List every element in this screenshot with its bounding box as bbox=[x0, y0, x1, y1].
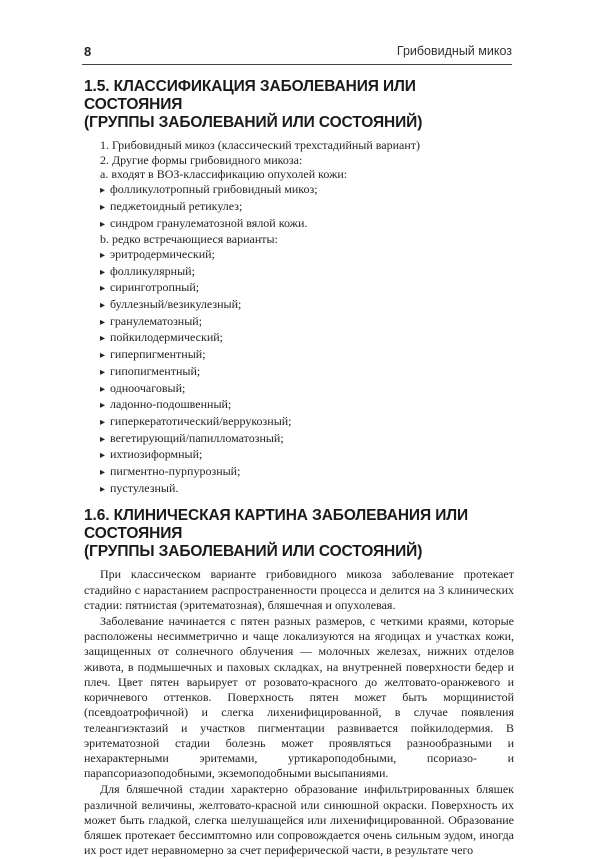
bullet-list-item: ▸ пигментно-пурпурозный; bbox=[100, 464, 514, 481]
section-1-6-title-line2: (ГРУППЫ ЗАБОЛЕВАНИЙ ИЛИ СОСТОЯНИЙ) bbox=[84, 543, 423, 561]
list-item: 2. Другие формы грибовидного микоза: bbox=[100, 152, 303, 167]
bullet-list-item: ▸ пустулезный. bbox=[100, 481, 514, 498]
bullet-list-item: ▸ сиринготропный; bbox=[100, 280, 514, 297]
section-1-5-title-line1: 1.5. КЛАССИФИКАЦИЯ ЗАБОЛЕВАНИЯ ИЛИ СОСТОЯНИЯ bbox=[84, 78, 416, 113]
bullet-list-item: ▸ эритродермический; bbox=[100, 247, 514, 264]
bullet-list-item: ▸ вегетирующий/папилломатозный; bbox=[100, 431, 514, 448]
list-item: a. входят в ВОЗ-классификацию опухолей кожи: bbox=[100, 167, 348, 182]
section-classification bbox=[84, 78, 514, 497]
bullet-list-item: ▸ фолликулярный; bbox=[100, 264, 514, 281]
bullet-list-item: ▸ синдром гранулематозной вялой кожи. bbox=[100, 216, 514, 233]
bullet-list-item: ▸ одноочаговый; bbox=[100, 381, 514, 398]
classification-list bbox=[100, 138, 514, 497]
bullet-list-item: ▸ гиперпигментный; bbox=[100, 347, 514, 364]
section-1-6-heading bbox=[84, 507, 514, 561]
bullet-list-item: ▸ буллезный/везикулезный; bbox=[100, 297, 514, 314]
bullet-list-item: ▸ пойкилодермический; bbox=[100, 330, 514, 347]
paragraph: При классическом варианте грибовидного микоза заболевание протекает стадийно с нарастанием распространенности процесса и делится на 3 клинических стадии: пятнистая (эритематозная), бляшечная и опухолевая. bbox=[84, 567, 514, 612]
section-1-6-title-line1: 1.6. КЛИНИЧЕСКАЯ КАРТИНА ЗАБОЛЕВАНИЯ ИЛИ СОСТОЯНИЯ bbox=[84, 507, 469, 543]
section-clinical-picture bbox=[84, 507, 514, 858]
list-item: 1. Грибовидный микоз (классический трехстадийный вариант) bbox=[100, 138, 421, 152]
bullet-list-item: ▸ гранулематозный; bbox=[100, 314, 514, 331]
bullet-list-item: ▸ гиперкератотический/веррукозный; bbox=[100, 414, 514, 431]
section-1-5-heading bbox=[84, 78, 514, 132]
bullet-list-item: ▸ ладонно-подошвенный; bbox=[100, 397, 514, 414]
running-title: Грибовидный микоз bbox=[396, 44, 512, 58]
bullet-list-item: ▸ ихтиозиформный; bbox=[100, 447, 514, 464]
bullet-list-item: ▸ фолликулотропный грибовидный микоз; bbox=[100, 182, 514, 199]
paragraph: Для бляшечной стадии характерно образование инфильтрированных бляшек различной величины, желтовато-красной или синюшной окраски. Поверхность их может быть гладкой, слегка шелушащейся или лихенифицированной. Образование бляшек протекает бессимптомно или сопровождается очень сильным зудом, иногда их рост идет неравномерно за счет периферической части, в результате чего bbox=[84, 782, 514, 858]
list-item: b. редко встречающиеся варианты: bbox=[100, 232, 278, 247]
page-header bbox=[82, 42, 512, 65]
bullet-list-item: ▸ педжетоидный ретикулез; bbox=[100, 199, 514, 216]
paragraph: Заболевание начинается с пятен разных размеров, с четкими краями, которые расположены несимметрично и чаще локализуются на ягодицах и участках кожи, защищенных от солнечного облучения — молочных железах, нижних отделов живота, в подмышечных и паховых складках, на внутренней поверхности бедер и плеч. Цвет пятен варьирует от розовато-красного до желтовато-оранжевого и коричневого оттенков. Поверхность пятен может быть морщинистой (псевдоатрофичной) и слегка лихенифицированной, в случае появления телеангиэктазий и участков пигментации развивается пойкилодермия. В эритематозной стадии болезнь может проявляться разнообразными и нехарактерными эритемами, уртикароподобными, псориазо- и парапсориазоподобными, экземоподобными высыпаниями. bbox=[84, 614, 514, 781]
clinical-body-text bbox=[84, 567, 514, 858]
page-content bbox=[84, 78, 514, 859]
section-1-5-title-line2: (ГРУППЫ ЗАБОЛЕВАНИЙ ИЛИ СОСТОЯНИЙ) bbox=[84, 114, 423, 131]
page-number: 8 bbox=[84, 44, 92, 59]
bullet-list-item: ▸ гипопигментный; bbox=[100, 364, 514, 381]
